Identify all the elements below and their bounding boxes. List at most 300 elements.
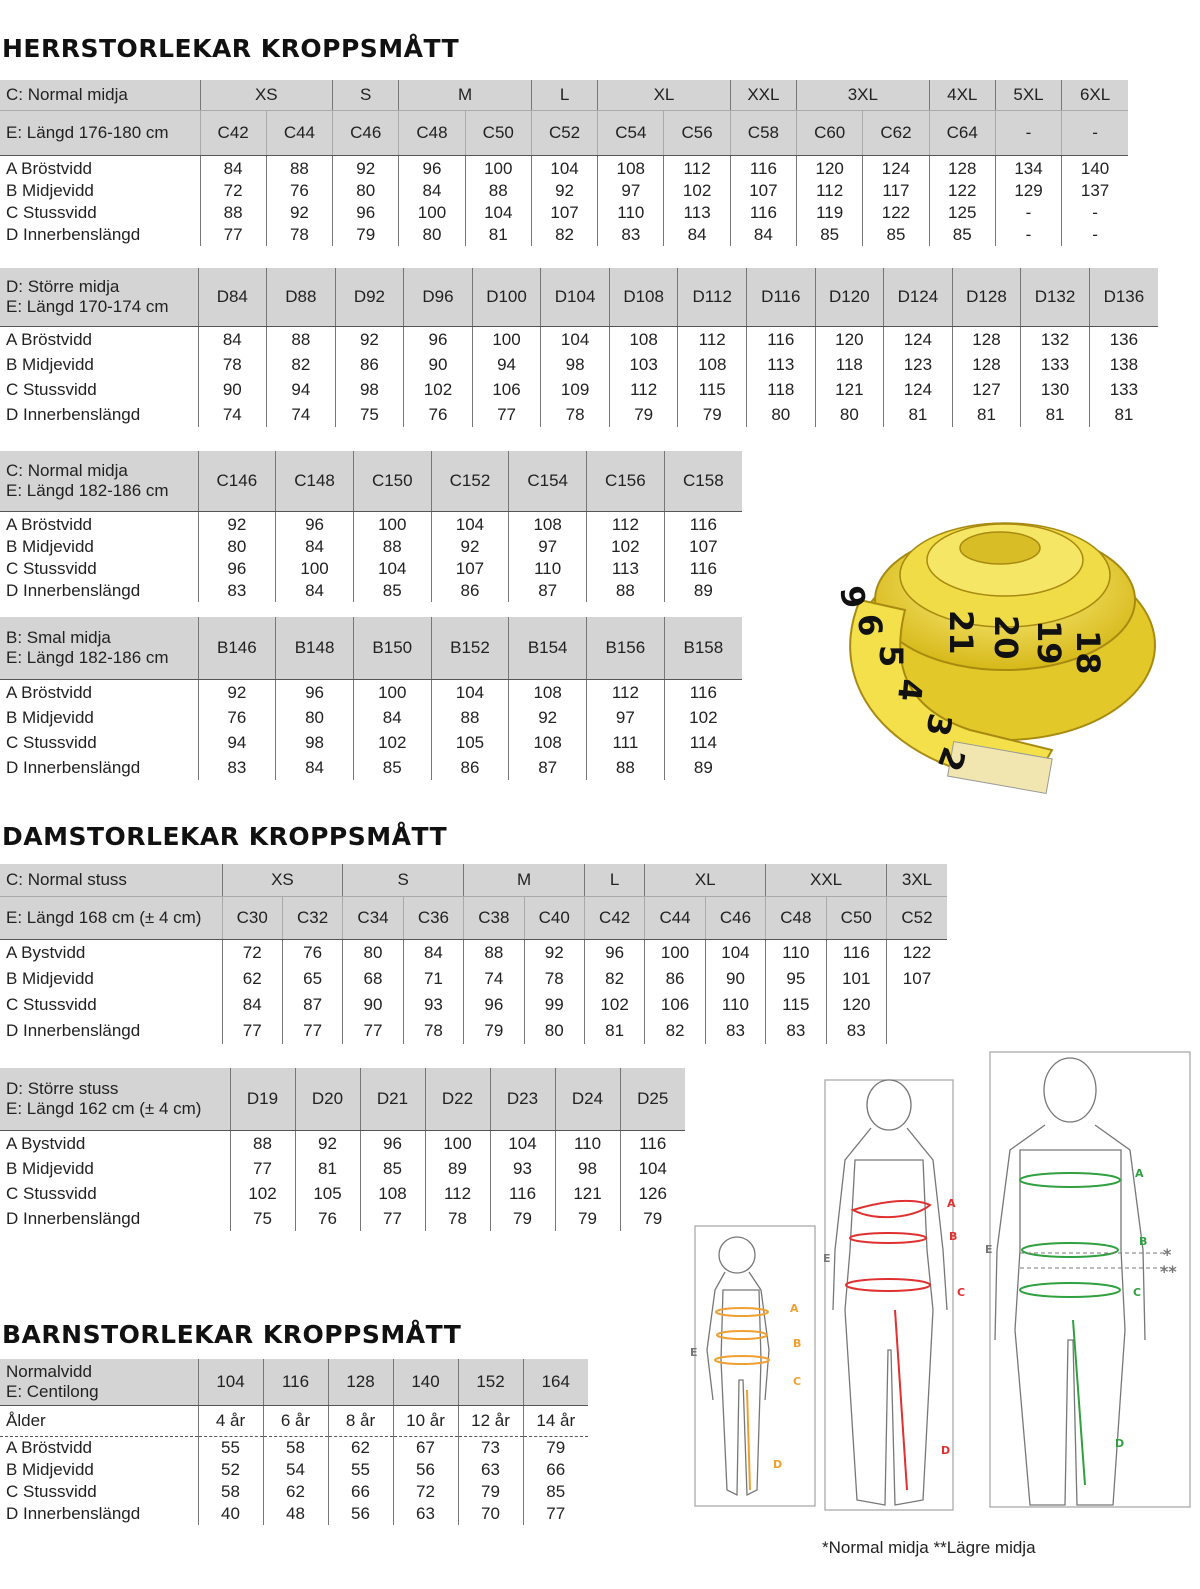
table-row xyxy=(0,180,1128,202)
value-cell: 104 xyxy=(353,558,431,580)
tape-number: 5 xyxy=(872,645,910,668)
value-cell: 98 xyxy=(276,730,354,755)
table-label-line: C: Normal midja xyxy=(6,461,128,480)
size-code: C42 xyxy=(200,111,266,156)
value-cell: 65 xyxy=(282,966,342,992)
label-b-man: B xyxy=(1139,1235,1148,1248)
measure-label: B Midjevidd xyxy=(0,705,198,730)
value-cell: 134 xyxy=(995,156,1061,181)
value-cell xyxy=(886,992,947,1018)
size-code: C158 xyxy=(664,451,742,512)
value-cell: 84 xyxy=(198,327,267,353)
size-code: D116 xyxy=(747,268,816,327)
value-cell: 93 xyxy=(403,992,463,1018)
label-d-man: D xyxy=(1115,1437,1125,1450)
value-cell: 103 xyxy=(609,352,678,377)
value-cell: 116 xyxy=(730,202,796,224)
table-row xyxy=(0,730,742,755)
value-cell: 118 xyxy=(815,352,884,377)
size-code: D108 xyxy=(609,268,678,327)
table-row xyxy=(0,402,1158,427)
value-cell: 96 xyxy=(276,512,354,537)
value-cell: 112 xyxy=(609,377,678,402)
size-code: C60 xyxy=(797,111,863,156)
size-code: 104 xyxy=(198,1359,263,1406)
value-cell: 83 xyxy=(705,1018,765,1044)
value-cell: 80 xyxy=(276,705,354,730)
size-code: C52 xyxy=(531,111,597,156)
value-cell: 56 xyxy=(328,1503,393,1525)
size-code: B146 xyxy=(198,617,276,680)
value-cell: 87 xyxy=(509,580,587,602)
size-code: C38 xyxy=(464,897,524,940)
value-cell: 108 xyxy=(509,730,587,755)
table-row xyxy=(0,580,742,602)
measure-label: A Bröstvidd xyxy=(0,327,198,353)
measure-label: D Innerbenslängd xyxy=(0,1503,198,1525)
section-title-kids: BARNSTORLEKAR KROPPSMÅTT xyxy=(2,1320,462,1349)
value-cell: 98 xyxy=(555,1156,620,1181)
table-row xyxy=(0,680,742,706)
value-cell: 72 xyxy=(200,180,266,202)
value-cell: 79 xyxy=(490,1206,555,1231)
value-cell: 63 xyxy=(458,1459,523,1481)
value-cell: 78 xyxy=(198,352,267,377)
tape-number: 21 xyxy=(942,610,980,655)
value-cell: 77 xyxy=(222,1018,282,1044)
value-cell: 58 xyxy=(198,1481,263,1503)
value-cell: 116 xyxy=(620,1131,685,1157)
value-cell: 122 xyxy=(863,202,929,224)
value-cell: 133 xyxy=(1089,377,1158,402)
value-cell: 110 xyxy=(705,992,765,1018)
value-cell: 104 xyxy=(620,1156,685,1181)
age-label: Ålder xyxy=(0,1406,198,1437)
value-cell: 78 xyxy=(266,224,332,246)
size-code: C32 xyxy=(282,897,342,940)
value-cell: 92 xyxy=(333,156,399,181)
measure-label: D Innerbenslängd xyxy=(0,580,198,602)
value-cell: 104 xyxy=(531,156,597,181)
value-cell: 107 xyxy=(886,966,947,992)
value-cell: 79 xyxy=(458,1481,523,1503)
size-group: L xyxy=(584,864,644,897)
size-code: C146 xyxy=(198,451,276,512)
value-cell: 40 xyxy=(198,1503,263,1525)
value-cell: 74 xyxy=(267,402,336,427)
size-code: D92 xyxy=(335,268,404,327)
value-cell: 77 xyxy=(360,1206,425,1231)
table-row xyxy=(0,1459,588,1481)
value-cell: 58 xyxy=(263,1437,328,1460)
value-cell: 104 xyxy=(465,202,531,224)
value-cell: 113 xyxy=(664,202,730,224)
value-cell: 85 xyxy=(523,1481,588,1503)
size-group: XXL xyxy=(730,80,796,111)
value-cell: 92 xyxy=(431,536,509,558)
value-cell: 110 xyxy=(509,558,587,580)
size-group: XS xyxy=(222,864,343,897)
value-cell: 84 xyxy=(664,224,730,246)
value-cell: 108 xyxy=(360,1181,425,1206)
value-cell: 101 xyxy=(826,966,886,992)
table-label-line: E: Längd 182-186 cm xyxy=(6,648,169,667)
size-group: XL xyxy=(645,864,766,897)
value-cell: 105 xyxy=(295,1181,360,1206)
footnote: *Normal midja **Lägre midja xyxy=(822,1538,1036,1557)
value-cell: 85 xyxy=(353,755,431,780)
value-cell: 111 xyxy=(587,730,665,755)
table-label-line: E: Centilong xyxy=(6,1382,99,1401)
value-cell: 115 xyxy=(766,992,826,1018)
size-code: C50 xyxy=(826,897,886,940)
size-code: C34 xyxy=(343,897,403,940)
value-cell: 112 xyxy=(797,180,863,202)
table-row xyxy=(0,1018,947,1044)
age-cell: 8 år xyxy=(328,1406,393,1437)
value-cell: 63 xyxy=(393,1503,458,1525)
value-cell: 55 xyxy=(328,1459,393,1481)
value-cell: 94 xyxy=(198,730,276,755)
tape-number: 6 xyxy=(850,612,890,638)
value-cell: 67 xyxy=(393,1437,458,1460)
measure-label: A Bystvidd xyxy=(0,940,222,967)
value-cell: 102 xyxy=(664,705,742,730)
women-normal-table xyxy=(0,864,947,1044)
value-cell: 90 xyxy=(198,377,267,402)
value-cell: 92 xyxy=(198,512,276,537)
label-star-lower: ** xyxy=(1160,1262,1177,1281)
value-cell: 88 xyxy=(431,705,509,730)
value-cell: 125 xyxy=(929,202,995,224)
size-code: C50 xyxy=(465,111,531,156)
value-cell: 83 xyxy=(598,224,664,246)
value-cell: 116 xyxy=(730,156,796,181)
value-cell: 66 xyxy=(523,1459,588,1481)
value-cell: 79 xyxy=(620,1206,685,1231)
table-row xyxy=(0,224,1128,246)
measure-label: C Stussvidd xyxy=(0,377,198,402)
value-cell: 97 xyxy=(598,180,664,202)
value-cell: 116 xyxy=(664,680,742,706)
table-row xyxy=(0,1503,588,1525)
value-cell: 84 xyxy=(276,536,354,558)
value-cell: 92 xyxy=(335,327,404,353)
size-code: C156 xyxy=(587,451,665,512)
label-b-woman: B xyxy=(949,1230,958,1243)
tape-number: 20 xyxy=(987,615,1025,660)
value-cell: 120 xyxy=(797,156,863,181)
size-code: D20 xyxy=(295,1068,360,1131)
value-cell: 81 xyxy=(1089,402,1158,427)
value-cell: - xyxy=(995,202,1061,224)
size-code: 128 xyxy=(328,1359,393,1406)
value-cell: 85 xyxy=(929,224,995,246)
value-cell: 75 xyxy=(335,402,404,427)
table-row xyxy=(0,352,1158,377)
size-group: XL xyxy=(598,80,731,111)
table-label-line: D: Större stuss xyxy=(6,1079,119,1098)
value-cell: 105 xyxy=(431,730,509,755)
value-cell: 102 xyxy=(587,536,665,558)
value-cell: 100 xyxy=(353,512,431,537)
table-row xyxy=(0,992,947,1018)
value-cell: 138 xyxy=(1089,352,1158,377)
value-cell: 115 xyxy=(678,377,747,402)
value-cell: 88 xyxy=(465,180,531,202)
label-a-woman: A xyxy=(947,1197,956,1210)
table-label-line: E: Längd 182-186 cm xyxy=(6,481,169,500)
table-label xyxy=(0,1068,230,1131)
table-row xyxy=(0,536,742,558)
measure-label: B Midjevidd xyxy=(0,1156,230,1181)
table-row xyxy=(0,755,742,780)
value-cell: 100 xyxy=(353,680,431,706)
value-cell: 77 xyxy=(523,1503,588,1525)
value-cell: 77 xyxy=(343,1018,403,1044)
value-cell: 81 xyxy=(884,402,953,427)
value-cell: 96 xyxy=(404,327,473,353)
table-label-line: E: Längd 170-174 cm xyxy=(6,297,169,316)
value-cell: 84 xyxy=(730,224,796,246)
value-cell: 104 xyxy=(541,327,610,353)
size-code: C48 xyxy=(399,111,465,156)
size-code: B158 xyxy=(664,617,742,680)
men-long-table xyxy=(0,451,742,602)
label-c-child: C xyxy=(793,1375,802,1388)
size-code: D25 xyxy=(620,1068,685,1131)
value-cell: 96 xyxy=(464,992,524,1018)
value-cell: 113 xyxy=(747,352,816,377)
body-measure-figures xyxy=(685,1050,1200,1520)
value-cell: 118 xyxy=(747,377,816,402)
measure-label: D Innerbenslängd xyxy=(0,402,198,427)
measure-label: A Bröstvidd xyxy=(0,680,198,706)
age-cell: 10 år xyxy=(393,1406,458,1437)
value-cell: 92 xyxy=(266,202,332,224)
size-code: C44 xyxy=(645,897,705,940)
size-code: D22 xyxy=(425,1068,490,1131)
size-group: XXL xyxy=(766,864,887,897)
value-cell: 66 xyxy=(328,1481,393,1503)
value-cell: 109 xyxy=(541,377,610,402)
value-cell: 110 xyxy=(598,202,664,224)
men-normal-table xyxy=(0,80,1128,246)
value-cell: 104 xyxy=(705,940,765,967)
value-cell: 100 xyxy=(465,156,531,181)
size-group: 6XL xyxy=(1062,80,1128,111)
value-cell: 79 xyxy=(555,1206,620,1231)
value-cell: 82 xyxy=(267,352,336,377)
measure-label: A Bröstvidd xyxy=(0,156,200,181)
size-code: C154 xyxy=(509,451,587,512)
size-code: C30 xyxy=(222,897,282,940)
table-row xyxy=(0,1481,588,1503)
tape-number: 2 xyxy=(929,742,974,777)
value-cell: 100 xyxy=(399,202,465,224)
measure-label: B Midjevidd xyxy=(0,180,200,202)
value-cell: 96 xyxy=(198,558,276,580)
value-cell: 120 xyxy=(815,327,884,353)
value-cell: 78 xyxy=(524,966,584,992)
value-cell: 83 xyxy=(766,1018,826,1044)
value-cell: 102 xyxy=(584,992,644,1018)
value-cell: 108 xyxy=(509,680,587,706)
table-row xyxy=(0,558,742,580)
value-cell xyxy=(886,1018,947,1044)
value-cell: 76 xyxy=(404,402,473,427)
value-cell: 108 xyxy=(509,512,587,537)
value-cell: 88 xyxy=(266,156,332,181)
section-title-women: DAMSTORLEKAR KROPPSMÅTT xyxy=(2,822,448,851)
value-cell: 140 xyxy=(1062,156,1128,181)
value-cell: 128 xyxy=(952,327,1021,353)
value-cell: 102 xyxy=(404,377,473,402)
value-cell: 116 xyxy=(664,558,742,580)
value-cell: 62 xyxy=(328,1437,393,1460)
label-star-normal: * xyxy=(1163,1245,1172,1264)
measure-label: C Stussvidd xyxy=(0,202,200,224)
tape-number: 9 xyxy=(832,582,874,612)
label-e-child: E xyxy=(690,1346,698,1359)
value-cell: 94 xyxy=(267,377,336,402)
value-cell: 129 xyxy=(995,180,1061,202)
value-cell: 78 xyxy=(403,1018,463,1044)
table-label: C: Normal midja xyxy=(0,80,200,111)
measure-label: B Midjevidd xyxy=(0,536,198,558)
value-cell: 87 xyxy=(282,992,342,1018)
value-cell: 104 xyxy=(490,1131,555,1157)
label-d-child: D xyxy=(773,1458,783,1471)
value-cell: 82 xyxy=(531,224,597,246)
size-code: C46 xyxy=(705,897,765,940)
value-cell: 98 xyxy=(335,377,404,402)
value-cell: 116 xyxy=(747,327,816,353)
value-cell: 88 xyxy=(587,580,665,602)
value-cell: 121 xyxy=(555,1181,620,1206)
value-cell: 81 xyxy=(465,224,531,246)
size-group: S xyxy=(343,864,464,897)
table-label-line: B: Smal midja xyxy=(6,628,111,647)
value-cell: 107 xyxy=(531,202,597,224)
value-cell: 62 xyxy=(263,1481,328,1503)
age-cell: 12 år xyxy=(458,1406,523,1437)
value-cell: 81 xyxy=(952,402,1021,427)
section-title-men: HERRSTORLEKAR KROPPSMÅTT xyxy=(2,34,460,63)
size-group: M xyxy=(464,864,585,897)
measure-label: D Innerbenslängd xyxy=(0,1206,230,1231)
value-cell: 76 xyxy=(295,1206,360,1231)
value-cell: 88 xyxy=(230,1131,295,1157)
size-code: C52 xyxy=(886,897,947,940)
value-cell: 102 xyxy=(664,180,730,202)
value-cell: 88 xyxy=(267,327,336,353)
table-row xyxy=(0,377,1158,402)
value-cell: 88 xyxy=(200,202,266,224)
size-group: L xyxy=(531,80,597,111)
size-group: M xyxy=(399,80,532,111)
table-label-line: D: Större midja xyxy=(6,277,120,296)
value-cell: - xyxy=(1062,224,1128,246)
value-cell: 97 xyxy=(509,536,587,558)
value-cell: 95 xyxy=(766,966,826,992)
value-cell: 70 xyxy=(458,1503,523,1525)
label-e-woman: E xyxy=(823,1252,831,1265)
table-row xyxy=(0,940,947,967)
value-cell: 112 xyxy=(678,327,747,353)
size-code: D124 xyxy=(884,268,953,327)
value-cell: 120 xyxy=(826,992,886,1018)
value-cell: 85 xyxy=(360,1156,425,1181)
label-c-woman: C xyxy=(957,1286,966,1299)
value-cell: 89 xyxy=(664,755,742,780)
size-code: D96 xyxy=(404,268,473,327)
table-label: C: Normal stuss xyxy=(0,864,222,897)
label-b-child: B xyxy=(793,1337,802,1350)
value-cell: 81 xyxy=(1021,402,1090,427)
table-label: E: Längd 176-180 cm xyxy=(0,111,200,156)
men-large-waist-table xyxy=(0,268,1158,427)
tape-measure-image xyxy=(790,480,1170,810)
value-cell: 108 xyxy=(598,156,664,181)
value-cell: 122 xyxy=(886,940,947,967)
table-row xyxy=(0,156,1128,181)
value-cell: 124 xyxy=(884,377,953,402)
value-cell: 113 xyxy=(587,558,665,580)
value-cell: 106 xyxy=(472,377,541,402)
value-cell: 110 xyxy=(766,940,826,967)
value-cell: 89 xyxy=(664,580,742,602)
value-cell: 92 xyxy=(295,1131,360,1157)
size-code: C150 xyxy=(353,451,431,512)
size-code: C64 xyxy=(929,111,995,156)
size-code: - xyxy=(1062,111,1128,156)
table-row xyxy=(0,202,1128,224)
value-cell: 82 xyxy=(584,966,644,992)
table-row xyxy=(0,705,742,730)
value-cell: 107 xyxy=(431,558,509,580)
value-cell: 94 xyxy=(472,352,541,377)
value-cell: 80 xyxy=(333,180,399,202)
value-cell: 137 xyxy=(1062,180,1128,202)
age-cell: 4 år xyxy=(198,1406,263,1437)
measure-label: C Stussvidd xyxy=(0,1181,230,1206)
value-cell: 132 xyxy=(1021,327,1090,353)
value-cell: 75 xyxy=(230,1206,295,1231)
value-cell: 87 xyxy=(509,755,587,780)
value-cell: 96 xyxy=(333,202,399,224)
value-cell: 96 xyxy=(584,940,644,967)
table-label xyxy=(0,268,198,327)
table-row xyxy=(0,1156,685,1181)
value-cell: 48 xyxy=(263,1503,328,1525)
value-cell: 112 xyxy=(425,1181,490,1206)
value-cell: 102 xyxy=(230,1181,295,1206)
measure-label: D Innerbenslängd xyxy=(0,755,198,780)
value-cell: 80 xyxy=(815,402,884,427)
size-code: D23 xyxy=(490,1068,555,1131)
value-cell: 81 xyxy=(584,1018,644,1044)
value-cell: 100 xyxy=(472,327,541,353)
table-row xyxy=(0,1437,588,1460)
value-cell: 96 xyxy=(276,680,354,706)
tape-number: 3 xyxy=(918,710,960,740)
value-cell: 92 xyxy=(198,680,276,706)
value-cell: 86 xyxy=(645,966,705,992)
value-cell: 85 xyxy=(863,224,929,246)
size-code: D100 xyxy=(472,268,541,327)
value-cell: 100 xyxy=(645,940,705,967)
